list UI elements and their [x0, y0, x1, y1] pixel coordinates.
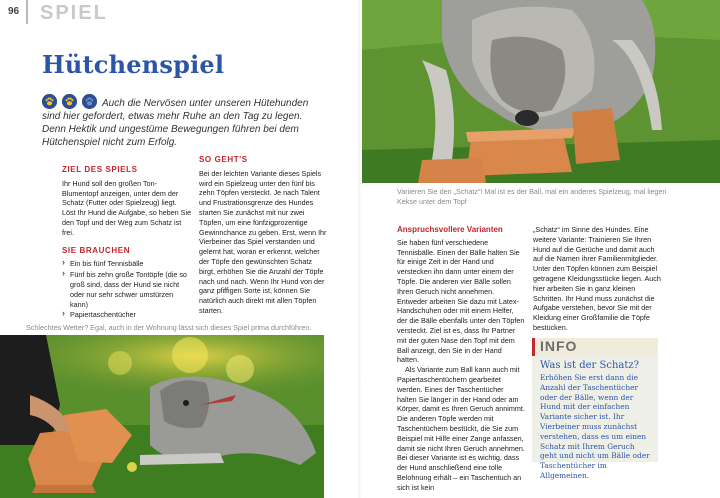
variant-column — [533, 225, 661, 333]
goal-text: Ihr Hund soll den großen Ton-Blumentopf anzeigen, unter dem der Schatz (Futter oder Spielzeug) liegt. Löst Ihr Hund die Aufgabe, so heben Sie den Topf und der Weg zum Schatz ist frei. — [62, 178, 192, 237]
page-number: 96 — [8, 6, 20, 17]
howto-heading: SO GEHT'S — [199, 155, 248, 164]
needs-heading: SIE BRAUCHEN — [62, 245, 131, 255]
list-item: › Fünf bis zehn große Tontöpfe (die so groß sind, dass der Hund sie nicht oder nur sehr schwer umstürzen kann) — [62, 270, 192, 309]
info-accent — [532, 338, 535, 356]
howto-column — [199, 155, 327, 316]
photo-dog-garden — [362, 0, 720, 183]
advanced-text-1: Sie haben fünf verschiedene Tennisbälle. Einen der Bälle halten Sie für einige Zeit in der Hand und verstecken ihn dann unter einem der Töpfe. Die anderen vier Bälle sollen Ihren Geruch nicht annehmen. Entweder arbeiten Sie dazu mit Latex-Handschuhen oder mit einem Helfer, der die Bälle ebenfalls unter den Töpfen versteckt. Ziel ist es, dass Ihr Partner mit der guten Nase den Topf mit dem Ball anzeigt, den Sie in der Hand hatten. — [397, 237, 525, 365]
info-question: Was ist der Schatz? — [540, 360, 639, 371]
photo-illustration — [362, 0, 720, 183]
info-text: Erhöhen Sie erst dann die Anzahl der Taschentücher oder der Bälle, wenn der Hund mit der einfachen Variante sicher ist. Ihr Vierbeiner muss zunächst verstehen, dass es um einen Schatz mit Ihrem Geruch geht und nicht um Bälle oder Taschentücher im Allgemeinen. — [540, 373, 650, 480]
needs-list — [62, 259, 192, 320]
advanced-text-2: Als Variante zum Ball kann auch mit Papiertaschentüchern gearbeitet werden. Eines der Taschentücher halten Sie länger in der Hand oder am Körper, damit es Ihren Geruch annimmt. Die anderen Töpfe werden mit Taschentüchern bestückt, die Sie zum Beispiel mit Hilfe einer Zange anfassen, damit sie nicht Ihren Geruch annehmen. Bei dieser Variante ist es wichtig, dass der Hund anschließend eine tolle Belohnung erhält – ein Taschentuch an sich ist kein — [397, 365, 525, 492]
photo-caption-left: Schlechtes Wetter? Egal, auch in der Wohnung lässt sich dieses Spiel prima durchführen. — [26, 323, 312, 332]
variant-text: „Schatz“ im Sinne des Hundes. Eine weitere Variante: Trainieren Sie Ihren Hund auf die Gerüche und damit auch auf die Namen ihrer Familienmitglieder. Unter den Töpfen können zum Beispiel getragene Kleidungsstücke liegen. Auch hier arbeiten Sie in ganz kleinen Schritten. Ihr Hund muss zunächst die Aufgabe verstehen, bevor Sie mit der Kleidung einer Großfamilie die Töpfe bestücken. — [533, 225, 661, 332]
info-title: INFO — [540, 338, 578, 354]
list-item: › Papiertaschentücher — [62, 310, 192, 320]
section-divider — [26, 0, 28, 24]
howto-text: Bei der leichten Variante dieses Spiels wird ein Spielzeug unter den fünf bis zehn Töpfen versteckt. Je nach Talent und Frustrationsgrenze des Hundes starten Sie zunächst mit nur zwei Töpfen, um eine fünfzigprozentige Gewinnchance zu geben. Erst, wenn Ihr Vierbeiner das Spiel verstanden und gelernt hat, woran er erkennt, welcher der Töpfe den gewünschten Schatz birgt, erhöhen Sie die Anzahl der Töpfe nach und nach. Wenn Ihr Hund von der ganz pfiffigen Sorte ist, können Sie natürlich auch direkt mit allen Töpfen starten. — [199, 168, 327, 315]
advanced-column — [397, 225, 525, 493]
list-item: › Ein bis fünf Tennisbälle — [62, 259, 192, 269]
advanced-heading: Anspruchsvollere Varianten — [397, 225, 503, 234]
photo-caption-right: Variieren Sie den „Schatz“! Mal ist es der Ball, mal ein anderes Spielzeug, mal liegen Kekse unter dem Topf — [397, 187, 667, 206]
goal-column — [62, 165, 192, 321]
photo-illustration — [0, 335, 324, 498]
photo-dog-indoor — [0, 335, 324, 498]
page-title: Hütchenspiel — [42, 50, 225, 79]
section-label: SPIEL — [40, 2, 108, 24]
intro-text: Auch die Nervösen unter unseren Hütehunden sind hier gefordert, etwas mehr Ruhe an den Tag zu legen. Denn Hektik und ungestüme Bewegungen führen bei dem Hütchenspiel nicht zum Erfolg. — [42, 98, 309, 148]
goal-heading: ZIEL DES SPIELS — [62, 165, 138, 174]
